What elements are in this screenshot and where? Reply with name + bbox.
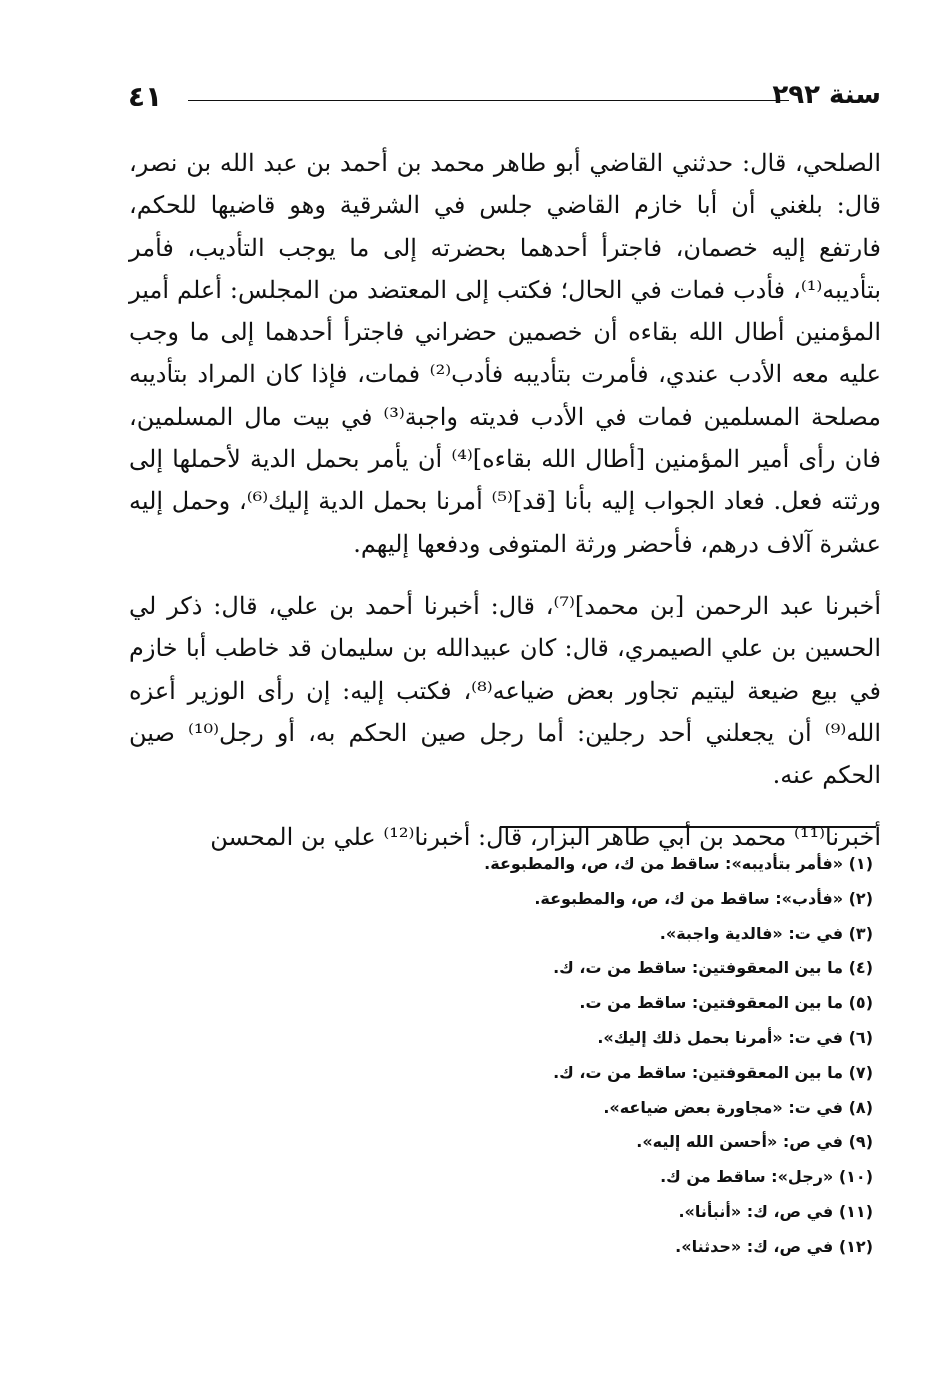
footnote: (١٠) «رجل»: ساقط من ك. (660, 1167, 873, 1187)
footnote-separator (500, 826, 876, 828)
paragraph: أخبرنا⁽¹¹⁾ محمد بن أبي طاهر البزار، قال: أخبرنا⁽¹²⁾ علي بن المحسن (210, 823, 881, 852)
page-number: ٤١ (128, 80, 163, 113)
footnote: (٣) في ت: «فالدية واجبة». (659, 923, 873, 943)
footnote: (١١) في ص، ك: «أنبأنا». (678, 1201, 873, 1221)
footnote: (٤) ما بين المعقوفتين: ساقط من ت، ك. (553, 958, 873, 978)
footnote: (٦) في ت: «أمرنا بحمل ذلك إليك». (597, 1027, 873, 1047)
running-header (128, 80, 881, 120)
footnote: (٢) «فأدب»: ساقط من ك، ص، والمطبوعة. (534, 888, 873, 908)
footnote: (١) «فأمر بتأديبه»: ساقط من ك، ص، والمطبوعة. (484, 854, 873, 873)
footnotes-list (373, 847, 873, 1265)
footnote: (٩) في ص: «أحسن الله إليه». (636, 1132, 873, 1152)
footnote: (٥) ما بين المعقوفتين: ساقط من ت. (579, 993, 873, 1013)
main-text (129, 142, 881, 859)
paragraph: أخبرنا عبد الرحمن [بن محمد]⁽⁷⁾، قال: أخبرنا أحمد بن علي، قال: ذكر لي الحسين بن علي الصيمري، قال: كان عبيدالله بن سليمان قد خاطب أبا خازم في بيع ضيعة ليتيم تجاور بعض ضياعه⁽⁸⁾، فكتب إليه: إن رأى الوزير أعزه الله⁽⁹⁾ أن يجعلني أحد رجلين: أما رجل صين الحكم به، أو رجل⁽¹⁰⁾ صين الحكم عنه. (129, 591, 881, 790)
header-year: سنة ٢٩٢ (772, 80, 881, 110)
footnote: (٨) في ت: «مجاورة بعض ضياعه». (603, 1097, 873, 1117)
header-rule (188, 100, 789, 101)
paragraph: الصلحي، قال: حدثني القاضي أبو طاهر محمد بن أحمد بن عبد الله بن نصر، قال: بلغني أن أبا خازم القاضي جلس في الشرقية وهو قاضيها للحكم، فارتفع إليه خصمان، فاجترأ أحدهما بحضرته إلى ما يوجب التأديب، فأمر بتأديبه⁽¹⁾، فأدب فمات في الحال؛ فكتب إلى المعتضد من المجلس: أعلم أمير المؤمنين أطال الله بقاءه أن خصمين حضراني فاجترأ أحدهما إلى ما وجب عليه معه الأدب عندي، فأمرت بتأديبه فأدب⁽²⁾ فمات، فإذا كان المراد بتأديبه مصلحة المسلمين فمات في الأدب فديته واجبة⁽³⁾ في بيت مال المسلمين، فان رأى أمير المؤمنين [أطال الله بقاءه]⁽⁴⁾ أن يأمر بحمل الدية لأحملها إلى ورثته فعل. فعاد الجواب إليه بأنا [قد]⁽⁵⁾ أمرنا بحمل الدية إليك⁽⁶⁾، وحمل إليه عشرة آلاف درهم، فأحضر ورثة المتوفى ودفعها إليهم. (129, 149, 882, 558)
footnote: (١٢) في ص، ك: «حدثنا». (675, 1236, 873, 1256)
footnote: (٧) ما بين المعقوفتين: ساقط من ت، ك. (553, 1062, 873, 1082)
